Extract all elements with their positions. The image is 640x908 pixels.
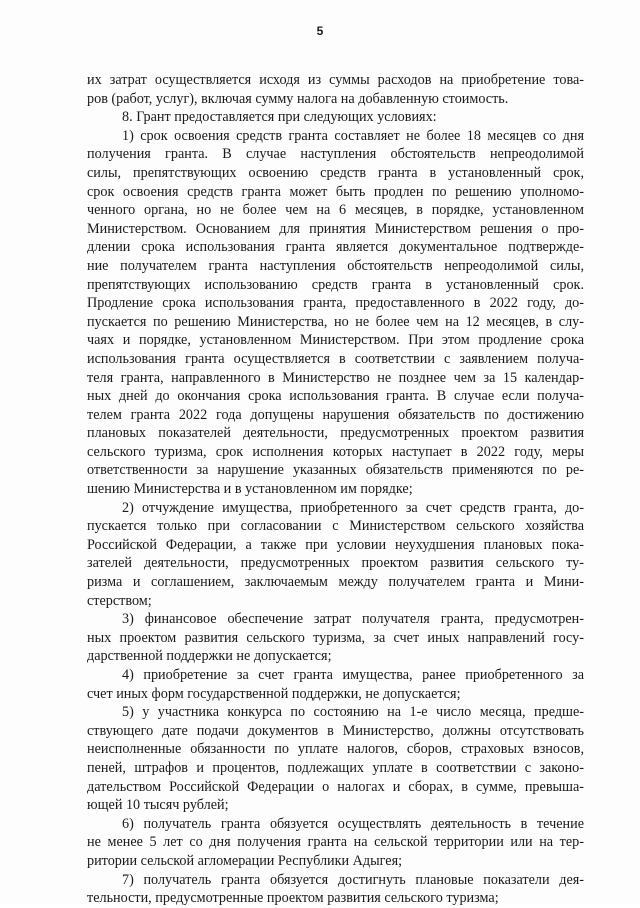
text-line: дательством Российской Федерации о налогах и сборах, в сумме, превыша-: [87, 778, 584, 795]
text-line: ных дней до окончания срока использования гранта. В случае если получа-: [87, 388, 584, 405]
text-line: дарственной поддержки не допускается;: [87, 648, 332, 665]
text-line: счет иных форм государственной поддержки, не допускается;: [87, 685, 461, 702]
text-line: Продление срока использования гранта, предоставленного в 2022 году, до-: [87, 295, 584, 312]
text-line: Министерством. Основанием для принятия Министерством решения о про-: [87, 220, 584, 237]
text-line: длении срока использования гранта является документальное подтвержде-: [87, 239, 584, 256]
text-line: стерством;: [87, 592, 152, 609]
text-line: силы, препятствующих освоению средств гранта в установленный срок,: [87, 164, 584, 181]
text-line: 1) срок освоения средств гранта составляет не более 18 месяцев со дня: [122, 127, 584, 144]
text-line: ных проектом развития сельского туризма, за счет иных направлений госу-: [87, 629, 584, 646]
text-line: 7) получатель гранта обязуется достигнуть плановые показатели дея-: [122, 871, 584, 888]
page-number: 5: [316, 24, 324, 38]
text-line: использования гранта осуществляется в соответствии с заявлением получа-: [87, 350, 584, 367]
text-line: ченного органа, но не более чем на 6 месяцев, в порядке, установленном: [87, 202, 584, 219]
text-line: 5) у участника конкурса по состоянию на 1-е число месяца, предше-: [122, 704, 584, 721]
text-line: телем гранта 2022 года допущены нарушения обязательств по достижению: [87, 406, 584, 423]
text-line: плановых показателей деятельности, предусмотренных проектом развития: [87, 425, 584, 442]
text-line: пускается только при согласовании с Министерством сельского хозяйства: [87, 518, 584, 535]
text-line: теля гранта, направленного в Министерство не позднее чем за 15 календар-: [87, 369, 584, 386]
text-line: 4) приобретение за счет гранта имущества, ранее приобретенного за: [122, 667, 584, 683]
text-line: их затрат осуществляется исходя из суммы расходов на приобретение това-: [87, 72, 584, 88]
text-line: неисполненные обязанности по уплате налогов, сборов, страховых взносов,: [87, 741, 584, 758]
text-line: ние получателем гранта наступления обстоятельств непреодолимой силы,: [87, 257, 584, 274]
text-line: 2) отчуждение имущества, приобретенного за счет средств гранта, до-: [122, 499, 584, 516]
text-line: срок освоения средств гранта может быть продлен по решению уполномо-: [87, 183, 584, 200]
text-line: 6) получатель гранта обязуется осуществлять деятельность в течение: [122, 815, 584, 832]
document-body: [87, 71, 584, 908]
text-line: получения гранта. В случае наступления обстоятельств непреодолимой: [87, 146, 584, 163]
text-line: тельности, предусмотренные проектом развития сельского туризма;: [87, 890, 499, 907]
text-line: ствующего дате подачи документов в Министерство, должны отсутствовать: [87, 722, 584, 739]
text-line: ров (работ, услуг), включая сумму налога на добавленную стоимость.: [87, 90, 509, 107]
text-line: пеней, штрафов и процентов, подлежащих уплате в соответствии с законо-: [87, 759, 584, 776]
text-line: пускается по решению Министерства, но не более чем на 12 месяцев, в слу-: [87, 313, 584, 330]
text-line: 3) финансовое обеспечение затрат получателя гранта, предусмотрен-: [122, 611, 584, 628]
text-line: чаях и порядке, установленном Министерством. При этом продление срока: [87, 332, 584, 349]
text-line: ритории сельской агломерации Республики Адыгея;: [87, 852, 403, 869]
text-line: ризма и соглашением, заключаемым между получателем гранта и Мини-: [87, 574, 584, 591]
text-line: 8. Грант предоставляется при следующих условиях:: [122, 109, 437, 126]
text-line: препятствующих использованию средств гранта в установленный срок.: [87, 276, 584, 293]
text-line: Российской Федерации, а также при условии неухудшения плановых пока-: [87, 536, 584, 553]
text-line: ответственности за нарушение указанных обязательств применяются по ре-: [87, 462, 584, 479]
text-line: не менее 5 лет со дня получения гранта на сельской территории или на тер-: [87, 834, 584, 851]
text-line: шению Министерства и в установленном им порядке;: [87, 481, 413, 498]
text-line: ющей 10 тысяч рублей;: [87, 797, 229, 814]
text-line: зателей деятельности, предусмотренных проектом развития сельского ту-: [87, 555, 584, 572]
text-line: сельского туризма, срок исполнения которых наступает в 2022 году, меры: [87, 443, 584, 460]
